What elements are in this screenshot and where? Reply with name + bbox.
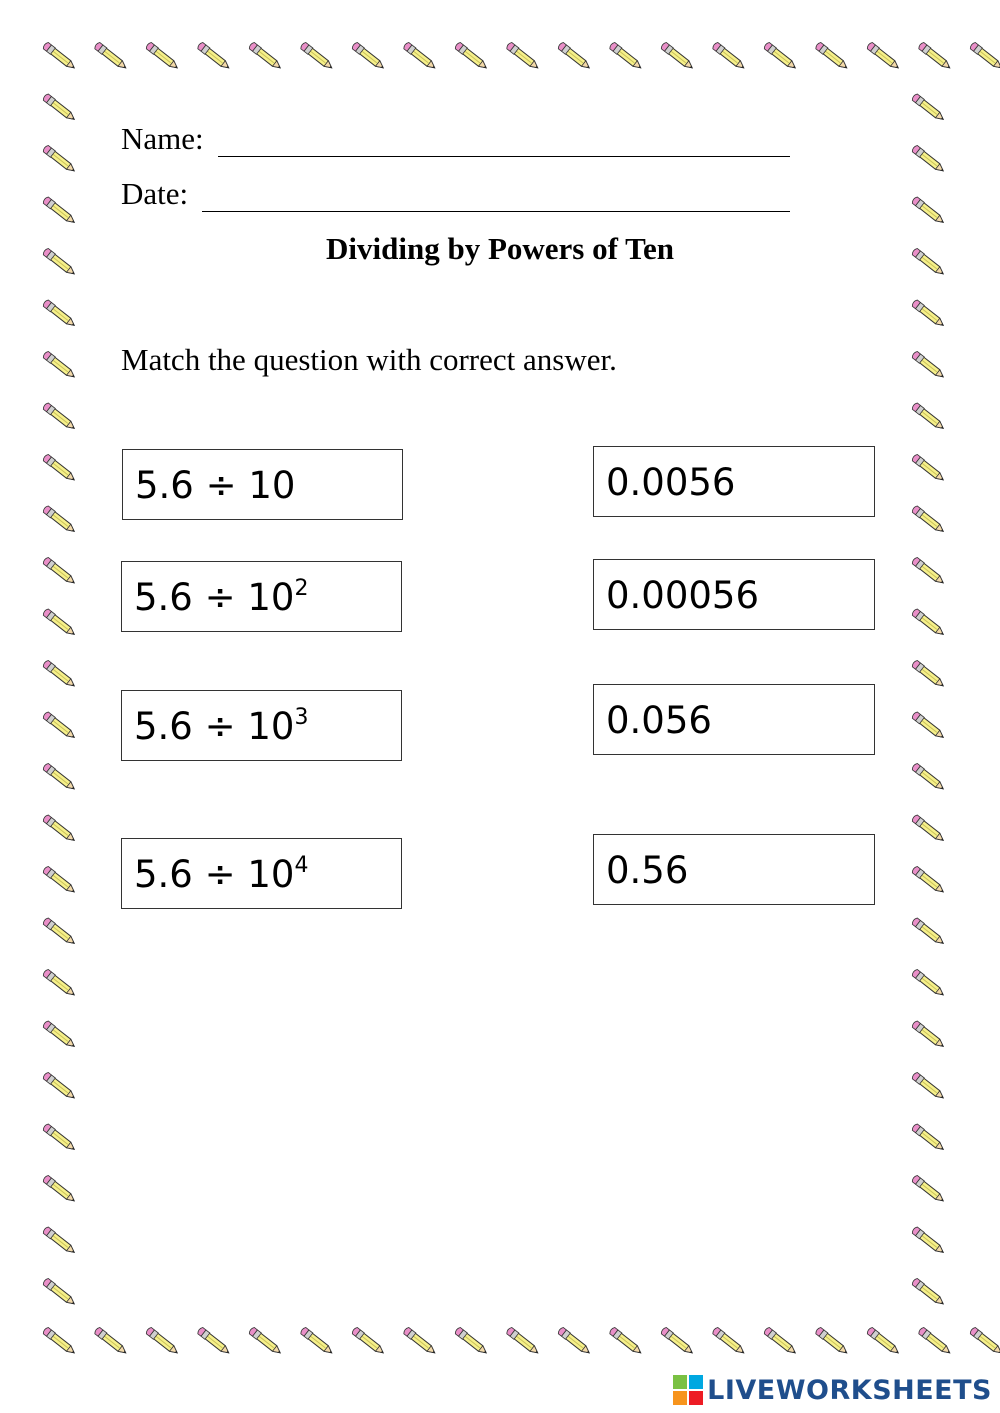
pencil-icon <box>42 351 76 380</box>
pencil-icon <box>403 42 437 71</box>
pencil-icon <box>969 1327 1000 1356</box>
pencil-icon <box>506 1327 540 1356</box>
question-box-3[interactable] <box>121 690 402 761</box>
question-box-4[interactable] <box>121 838 402 909</box>
pencil-icon <box>42 1175 76 1204</box>
pencil-icon <box>42 917 76 946</box>
pencil-icon <box>911 763 945 792</box>
pencil-icon <box>911 1020 945 1049</box>
pencil-icon <box>609 42 643 71</box>
pencil-icon <box>42 1072 76 1101</box>
question-exponent: 2 <box>294 576 309 601</box>
question-exponent: 4 <box>294 853 309 878</box>
pencil-icon <box>911 402 945 431</box>
pencil-icon <box>911 917 945 946</box>
pencil-icon <box>763 42 797 71</box>
pencil-icon <box>911 814 945 843</box>
pencil-icon <box>911 351 945 380</box>
pencil-icon <box>42 608 76 637</box>
pencil-icon <box>42 145 76 174</box>
pencil-icon <box>145 1327 179 1356</box>
pencil-icon <box>42 1020 76 1049</box>
question-text: 5.6 ÷ 10 <box>134 705 295 748</box>
pencil-icon <box>42 454 76 483</box>
question-text: 5.6 ÷ 10 <box>134 576 295 619</box>
pencil-icon <box>454 42 488 71</box>
pencil-icon <box>300 42 334 71</box>
name-label: Name: <box>121 121 204 156</box>
pencil-icon <box>42 196 76 225</box>
pencil-icon <box>42 1226 76 1255</box>
pencil-icon <box>145 42 179 71</box>
pencil-icon <box>911 969 945 998</box>
pencil-icon <box>911 1226 945 1255</box>
name-field <box>121 121 204 157</box>
pencil-icon <box>42 711 76 740</box>
pencil-icon <box>911 93 945 122</box>
pencil-icon <box>94 1327 128 1356</box>
name-input-line[interactable] <box>218 156 790 157</box>
pencil-icon <box>42 505 76 534</box>
pencil-icon <box>712 42 746 71</box>
pencil-icon <box>42 1327 76 1356</box>
instruction-text: Match the question with correct answer. <box>121 342 617 377</box>
pencil-icon <box>763 1327 797 1356</box>
pencil-icon <box>42 969 76 998</box>
pencil-icon <box>557 1327 591 1356</box>
pencil-icon <box>42 402 76 431</box>
pencil-icon <box>911 1175 945 1204</box>
answer-text: 0.0056 <box>606 461 736 504</box>
pencil-icon <box>660 42 694 71</box>
pencil-icon <box>94 42 128 71</box>
pencil-icon <box>911 454 945 483</box>
pencil-icon <box>197 1327 231 1356</box>
pencil-icon <box>42 814 76 843</box>
pencil-icon <box>911 299 945 328</box>
pencil-icon <box>918 42 952 71</box>
pencil-icon <box>351 42 385 71</box>
pencil-icon <box>300 1327 334 1356</box>
answer-box-2[interactable] <box>593 559 875 630</box>
pencil-icon <box>918 1327 952 1356</box>
answer-box-3[interactable] <box>593 684 875 755</box>
liveworksheets-watermark <box>673 1373 992 1407</box>
pencil-icon <box>42 1278 76 1307</box>
pencil-icon <box>42 299 76 328</box>
pencil-icon <box>911 505 945 534</box>
answer-text: 0.056 <box>606 699 712 742</box>
pencil-icon <box>42 763 76 792</box>
pencil-icon <box>42 660 76 689</box>
pencil-icon <box>351 1327 385 1356</box>
question-box-1[interactable] <box>122 449 403 520</box>
date-input-line[interactable] <box>202 211 790 212</box>
pencil-icon <box>454 1327 488 1356</box>
answer-box-4[interactable] <box>593 834 875 905</box>
pencil-icon <box>911 1123 945 1152</box>
pencil-icon <box>815 42 849 71</box>
pencil-icon <box>815 1327 849 1356</box>
pencil-icon <box>197 42 231 71</box>
pencil-icon <box>911 145 945 174</box>
pencil-icon <box>557 42 591 71</box>
pencil-icon <box>403 1327 437 1356</box>
date-field <box>121 176 188 212</box>
date-label: Date: <box>121 176 189 211</box>
pencil-icon <box>609 1327 643 1356</box>
pencil-icon <box>911 660 945 689</box>
pencil-icon <box>911 608 945 637</box>
pencil-icon <box>42 42 76 71</box>
watermark-text: LIVEWORKSHEETS <box>707 1374 992 1406</box>
question-box-2[interactable] <box>121 561 402 632</box>
answer-box-1[interactable] <box>593 446 875 517</box>
pencil-icon <box>660 1327 694 1356</box>
question-text: 5.6 ÷ 10 <box>135 464 296 507</box>
question-text: 5.6 ÷ 10 <box>134 853 295 896</box>
pencil-icon <box>248 42 282 71</box>
pencil-icon <box>911 1278 945 1307</box>
pencil-icon <box>42 1123 76 1152</box>
pencil-icon <box>911 557 945 586</box>
pencil-icon <box>911 866 945 895</box>
pencil-icon <box>42 557 76 586</box>
pencil-icon <box>911 196 945 225</box>
pencil-icon <box>42 866 76 895</box>
pencil-icon <box>42 93 76 122</box>
pencil-icon <box>712 1327 746 1356</box>
answer-text: 0.00056 <box>606 574 760 617</box>
pencil-icon <box>969 42 1000 71</box>
question-exponent: 3 <box>294 705 309 730</box>
worksheet-title: Dividing by Powers of Ten <box>326 231 674 266</box>
answer-text: 0.56 <box>606 849 689 892</box>
liveworksheets-logo-icon <box>673 1375 703 1405</box>
pencil-icon <box>866 42 900 71</box>
pencil-icon <box>248 1327 282 1356</box>
pencil-icon <box>911 1072 945 1101</box>
pencil-icon <box>911 711 945 740</box>
pencil-icon <box>866 1327 900 1356</box>
pencil-icon <box>506 42 540 71</box>
